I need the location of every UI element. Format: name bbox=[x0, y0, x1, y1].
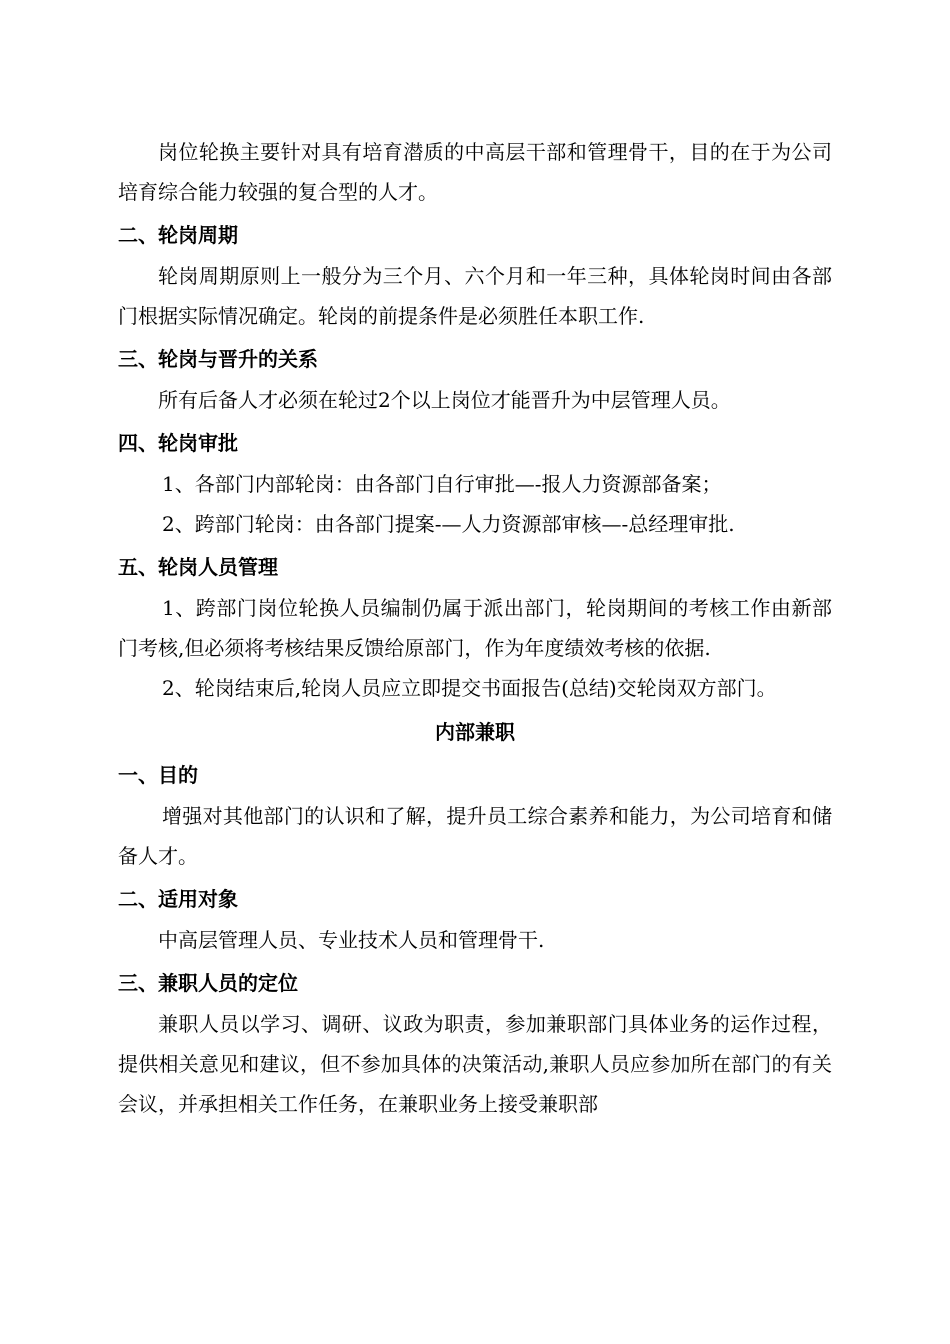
heading-part-time-positioning: 三、兼职人员的定位 bbox=[118, 971, 298, 995]
paragraph-approval-cross-department: 2、跨部门轮岗：由各部门提案-—人力资源部审核—-总经理审批. bbox=[162, 512, 735, 536]
heading-rotation-cycle: 二、轮岗周期 bbox=[118, 223, 238, 247]
paragraph-applicable-targets: 中高层管理人员、专业技术人员和管理骨干. bbox=[158, 928, 545, 952]
paragraph-rotation-cycle: 轮岗周期原则上一般分为三个月、六个月和一年三种，具体轮岗时间由各部门根据实际情况确定。轮岗的前提条件是必须胜任本职工作. bbox=[118, 264, 832, 328]
heading-rotation-staff-management: 五、轮岗人员管理 bbox=[118, 555, 278, 579]
paragraph-part-time-positioning: 兼职人员以学习、调研、议政为职责，参加兼职部门具体业务的运作过程，提供相关意见和建议，但不参加具体的决策活动,兼职人员应参加所在部门的有关会议，并承担相关工作任务，在兼职业务上接受兼职部 bbox=[118, 1012, 832, 1116]
paragraph-staff-management-2: 2、轮岗结束后,轮岗人员应立即提交书面报告(总结)交轮岗双方部门。 bbox=[162, 676, 777, 700]
document-page bbox=[118, 132, 832, 1124]
section-title-internal-part-time: 内部兼职 bbox=[435, 720, 515, 744]
paragraph-purpose: 增强对其他部门的认识和了解，提升员工综合素养和能力，为公司培育和储备人才。 bbox=[118, 804, 832, 868]
heading-purpose: 一、目的 bbox=[118, 763, 198, 787]
paragraph-staff-management-1: 1、跨部门岗位轮换人员编制仍属于派出部门，轮岗期间的考核工作由新部门考核,但必须将考核结果反馈给原部门，作为年度绩效考核的依据. bbox=[118, 596, 832, 660]
paragraph-rotation-promotion: 所有后备人才必须在轮过2个以上岗位才能晋升为中层管理人员。 bbox=[158, 388, 731, 412]
heading-applicable-targets: 二、适用对象 bbox=[118, 887, 238, 911]
paragraph-approval-internal: 1、各部门内部轮岗：由各部门自行审批—-报人力资源部备案； bbox=[162, 472, 722, 496]
heading-rotation-promotion: 三、轮岗与晋升的关系 bbox=[118, 347, 318, 371]
heading-rotation-approval: 四、轮岗审批 bbox=[118, 431, 238, 455]
paragraph-rotation-purpose: 岗位轮换主要针对具有培育潜质的中高层干部和管理骨干，目的在于为公司培育综合能力较强的复合型的人才。 bbox=[118, 140, 832, 204]
